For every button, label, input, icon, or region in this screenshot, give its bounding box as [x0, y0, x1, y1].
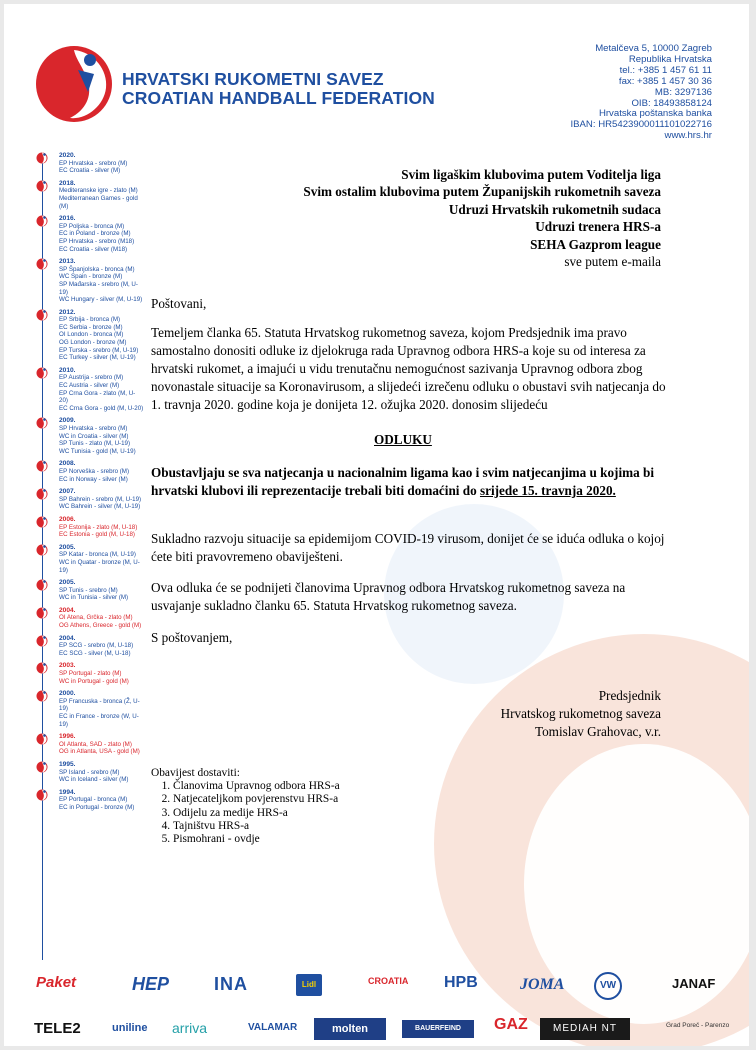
- timeline-year: 1996.: [59, 733, 76, 741]
- letter-page: [4, 4, 749, 1046]
- timeline-ball-icon: [36, 761, 48, 773]
- timeline-line-text: EP Hrvatska - srebro (M): [59, 159, 128, 167]
- timeline-ball-icon: [36, 579, 48, 591]
- federation-name-hr: HRVATSKI RUKOMETNI SAVEZ: [122, 69, 384, 89]
- timeline-entry: [34, 180, 144, 210]
- contact-tel: tel.: +385 1 457 61 11: [619, 64, 712, 76]
- timeline-line-text: EC in Portugal - bronze (M): [59, 803, 135, 811]
- contact-iban: IBAN: HR5423900011101022716: [570, 119, 712, 131]
- timeline-line-text: EP Estonija - zlato (M, U-18): [59, 523, 138, 531]
- timeline-entry: [34, 635, 144, 658]
- timeline-line-text: WC in Tunisia - silver (M): [59, 594, 129, 602]
- contact-block: [570, 44, 712, 142]
- timeline-ball-icon: [36, 690, 48, 702]
- timeline-line-text: EP Francuska - bronca (Ž, U-19): [59, 697, 140, 713]
- sponsor-uniline-logo: uniline: [112, 1022, 148, 1034]
- timeline-line-text: WC in Croatia - silver (M): [59, 432, 129, 440]
- timeline-line-text: EC in Poland - bronze (M): [59, 230, 131, 238]
- timeline-line-text: SP Tunis - srebro (M): [59, 586, 118, 594]
- timeline-entry: [34, 733, 144, 756]
- signature-org: Hrvatskog rukometnog saveza: [500, 705, 661, 721]
- timeline-year: 2004.: [59, 634, 76, 642]
- achievements-timeline: [34, 152, 144, 812]
- recipient-line: Udruzi trenera HRS-a: [535, 219, 661, 235]
- paragraph-1: Temeljem članka 65. Statuta Hrvatskog rukometnog saveza, kojom Predsjednik ima pravo samostalno donositi odluke iz djelokruga rada Upravnog odbora HRS-a koje su od interesa za hrvatski rukomet, a imajući u vidu trenutačnu nemogućnost sazivanja Upravnog odbora zbog novonastale situacije sa Koronavirusom, a slijedeći izrečenu odluku o obustavi svih natjecanja do 1. travnja 2020. godine koja je donijeta 12. ožujka 2020. donosim slijedeću: [151, 325, 666, 412]
- contact-fax: fax: +385 1 457 30 36: [618, 75, 712, 87]
- timeline-entry: [34, 579, 144, 602]
- timeline-line-text: OG Athens, Greece - gold (M): [59, 622, 142, 630]
- timeline-year: 2003.: [59, 662, 76, 670]
- timeline-ball-icon: [36, 152, 48, 164]
- decision-text: [151, 464, 666, 500]
- timeline-ball-icon: [36, 516, 48, 528]
- timeline-entry: [34, 152, 144, 175]
- timeline-line-text: EC Turkey - silver (M, U-19): [59, 354, 136, 362]
- timeline-ball-icon: [36, 309, 48, 321]
- notify-heading: Obavijest dostaviti:: [151, 767, 240, 779]
- timeline-line-text: SP Bahrein - srebro (M, U-19): [59, 495, 142, 503]
- decision-date: srijede 15. travnja 2020.: [479, 482, 616, 498]
- timeline-line-text: EP SCG - srebro (M, U-18): [59, 642, 134, 650]
- sponsor-molten-logo: molten: [314, 1018, 386, 1040]
- sponsor-tele2-logo: TELE2: [34, 1020, 81, 1037]
- timeline-line-text: OI London - bronca (M): [59, 331, 124, 339]
- timeline-entry: [34, 607, 144, 630]
- timeline-year: 1994.: [59, 788, 76, 796]
- signature-role: Predsjednik: [598, 688, 661, 703]
- timeline-entry: [34, 690, 144, 728]
- timeline-year: 2005.: [59, 579, 76, 587]
- timeline-ball-icon: [36, 180, 48, 192]
- timeline-year: 2012.: [59, 308, 76, 316]
- signature-block: [501, 687, 661, 740]
- timeline-line-text: EC in Norway - silver (M): [59, 475, 128, 483]
- timeline-line-text: Mediteranske igre - zlato (M): [59, 187, 138, 195]
- recipient-line: Svim ligaškim klubovima putem Voditelja liga: [401, 167, 661, 182]
- sponsor-vw-logo: VW: [594, 972, 622, 1000]
- timeline-ball-icon: [36, 488, 48, 500]
- timeline-line-text: EC Croatia - silver (M): [59, 167, 121, 175]
- greeting: Poštovani,: [151, 296, 207, 311]
- timeline-year: 2004.: [59, 606, 76, 614]
- timeline-line-text: OG London - bronze (M): [59, 339, 127, 347]
- timeline-entry: [34, 488, 144, 511]
- timeline-entry: [34, 544, 144, 574]
- timeline-ball-icon: [36, 367, 48, 379]
- sponsor-lidl-logo: Lidl: [296, 974, 322, 996]
- notify-list: [151, 780, 340, 846]
- timeline-ball-icon: [36, 258, 48, 270]
- timeline-line-text: EP Crna Gora - zlato (M, U-20): [59, 389, 136, 405]
- recipient-line: Svim ostalim klubovima putem Županijskih rukometnih saveza: [303, 184, 661, 200]
- timeline-line-text: OI Atena, Grčka - zlato (M): [59, 614, 133, 622]
- timeline-ball-icon: [36, 544, 48, 556]
- notify-item: 3. Odijelu za medije HRS-a: [173, 807, 340, 820]
- notify-item: 5. Pismohrani - ovdje: [173, 833, 340, 846]
- timeline-line-text: EC Serbia - bronze (M): [59, 323, 123, 331]
- timeline-line-text: EC Estonia - gold (M, U-18): [59, 531, 135, 539]
- timeline-year: 2006.: [59, 515, 76, 523]
- sponsor-gaz-logo: GAZ: [494, 1016, 528, 1033]
- timeline-line-text: OG in Atlanta, USA - gold (M): [59, 748, 140, 756]
- notify-item: 2. Natjecateljkom povjerenstvu HRS-a: [173, 793, 340, 806]
- recipients-block: [303, 166, 661, 270]
- federation-name: [122, 70, 435, 108]
- sponsors-bar: [4, 972, 749, 1046]
- timeline-ball-icon: [36, 607, 48, 619]
- timeline-entry: [34, 516, 144, 539]
- timeline-ball-icon: [36, 635, 48, 647]
- timeline-year: 2009.: [59, 417, 76, 425]
- timeline-entry: [34, 761, 144, 784]
- contact-country: Republika Hrvatska: [628, 53, 712, 65]
- timeline-line-text: EP Hrvatska - srebro (M18): [59, 237, 135, 245]
- contact-web[interactable]: www.hrs.hr: [664, 130, 712, 142]
- sponsor-joma-logo: JOMA: [520, 976, 565, 993]
- timeline-line-text: SP Katar - bronca (M, U-19): [59, 551, 136, 559]
- timeline-line-text: EC Croatia - silver (M18): [59, 245, 128, 253]
- timeline-entry: [34, 662, 144, 685]
- timeline-year: 2005.: [59, 543, 76, 551]
- decision-main: Obustavljaju se sva natjecanja u nacionalnim ligama kao i svim natjecanjima u kojima bi hrvatski klubovi ili reprezentacije trebali biti domaćini do: [151, 465, 654, 498]
- timeline-line-text: EP Austrija - srebro (M): [59, 374, 124, 382]
- recipient-line: sve putem e-maila: [564, 254, 661, 270]
- timeline-line-text: EC Austria - silver (M): [59, 382, 120, 390]
- timeline-ball-icon: [36, 215, 48, 227]
- timeline-line-text: SP Hrvatska - srebro (M): [59, 425, 128, 432]
- timeline-line-text: WC in Portugal - gold (M): [59, 677, 129, 685]
- timeline-entry: [34, 309, 144, 362]
- timeline-line-text: WC Hungary - silver (M, U-19): [59, 296, 143, 304]
- sponsor-ina-logo: INA: [214, 974, 248, 994]
- paragraph-3: Ova odluka će se podnijeti članovima Upravnog odbora Hrvatskog rukometnog saveza na usvajanje sukladno članku 65. Statuta Hrvatskog rukometnog saveza.: [151, 580, 626, 613]
- timeline-line-text: SP Mađarska - srebro (M, U-19): [59, 280, 138, 296]
- closing: S poštovanjem,: [151, 630, 233, 645]
- decision-title: ODLUKU: [374, 432, 432, 447]
- timeline-line-text: Mediterranean Games - gold (M): [59, 194, 138, 210]
- timeline-ball-icon: [36, 733, 48, 745]
- timeline-line-text: SP Island - srebro (M): [59, 768, 120, 776]
- timeline-line-text: OI Atlanta, SAD - zlato (M): [59, 740, 132, 748]
- recipient-line: SEHA Gazprom league: [530, 236, 661, 252]
- timeline-line-text: SP Portugal - zlato (M): [59, 670, 122, 678]
- sponsor-janaf-logo: JANAF: [672, 976, 716, 991]
- hrs-logo: [34, 44, 114, 124]
- timeline-ball-icon: [36, 789, 48, 801]
- sponsor-arriva-logo: arriva: [172, 1020, 208, 1036]
- timeline-year: 2010.: [59, 366, 76, 374]
- timeline-year: 2007.: [59, 488, 76, 496]
- timeline-ball-icon: [36, 662, 48, 674]
- contact-oib: OIB: 18493858124: [631, 97, 712, 109]
- sponsor-paket-logo: Paket: [36, 974, 77, 991]
- timeline-line-text: EP Turska - srebro (M, U-19): [59, 346, 139, 354]
- timeline-line-text: WC in Quatar - bronze (M, U-19): [59, 558, 140, 574]
- timeline-entry: [34, 215, 144, 253]
- sponsor-bauerfeind-logo: BAUERFEIND: [402, 1020, 474, 1038]
- timeline-line-text: WC in Iceland - silver (M): [59, 776, 129, 784]
- timeline-entry: [34, 367, 144, 413]
- sponsor-hep-logo: HEP: [132, 974, 170, 994]
- contact-address: Metalčeva 5, 10000 Zagreb: [595, 43, 712, 54]
- paragraph-2: Sukladno razvoju situacije sa epidemijom COVID-19 virusom, donijet će se iduća odluka o kojoj ćete biti pravovremeno obaviješteni.: [151, 531, 665, 564]
- timeline-entry: [34, 258, 144, 304]
- timeline-year: 2018.: [59, 179, 76, 187]
- sponsor-valamar-logo: VALAMAR: [248, 1022, 298, 1033]
- timeline-line-text: EC in France - bronze (W, U-19): [59, 713, 139, 728]
- contact-mb: MB: 3297136: [654, 86, 712, 98]
- sponsor-mediahnt-logo: MEDIAH NT: [540, 1018, 630, 1040]
- contact-bank: Hrvatska poštanska banka: [598, 108, 712, 120]
- timeline-line-text: WC Spain - bronze (M): [59, 273, 123, 281]
- timeline-year: 2008.: [59, 460, 76, 468]
- sponsor-porec-logo: Grad Poreč - Parenzo: [666, 1022, 730, 1029]
- timeline-line-text: EP Norveška - srebro (M): [59, 467, 130, 475]
- timeline-ball-icon: [36, 417, 48, 429]
- timeline-line-text: EC Crna Gora - gold (M, U-20): [59, 404, 144, 412]
- timeline-line-text: SP Tunis - zlato (M, U-19): [59, 440, 131, 448]
- timeline-year: 2013.: [59, 258, 76, 266]
- timeline-line-text: EP Poljska - bronca (M): [59, 222, 125, 230]
- timeline-ball-icon: [36, 460, 48, 472]
- federation-name-en: CROATIAN HANDBALL FEDERATION: [122, 88, 435, 108]
- timeline-line-text: WC Bahrein - silver (M, U-19): [59, 503, 141, 511]
- notify-item: 4. Tajništvu HRS-a: [173, 820, 340, 833]
- timeline-line-text: EP Portugal - bronca (M): [59, 796, 128, 804]
- timeline-entry: [34, 789, 144, 812]
- timeline-year: 2000.: [59, 690, 76, 698]
- notify-block: [151, 767, 340, 846]
- notify-item: 1. Članovima Upravnog odbora HRS-a: [173, 780, 340, 793]
- timeline-line-text: EP Srbija - bronca (M): [59, 316, 121, 324]
- timeline-year: 2020.: [59, 152, 76, 159]
- sponsor-croatia-logo: CROATIA: [368, 976, 409, 986]
- sponsor-hpb-logo: HPB: [444, 974, 478, 991]
- signature-name: Tomislav Grahovac, v.r.: [534, 723, 661, 739]
- timeline-line-text: EC SCG - silver (M, U-18): [59, 649, 131, 657]
- timeline-line-text: SP Španjolska - bronca (M): [59, 265, 135, 273]
- timeline-year: 2016.: [59, 215, 76, 223]
- timeline-line-text: WC Tunisia - gold (M, U-19): [59, 447, 136, 455]
- recipient-line: Udruzi Hrvatskih rukometnih sudaca: [448, 201, 661, 217]
- timeline-entry: [34, 417, 144, 455]
- timeline-entry: [34, 460, 144, 483]
- timeline-year: 1995.: [59, 760, 76, 768]
